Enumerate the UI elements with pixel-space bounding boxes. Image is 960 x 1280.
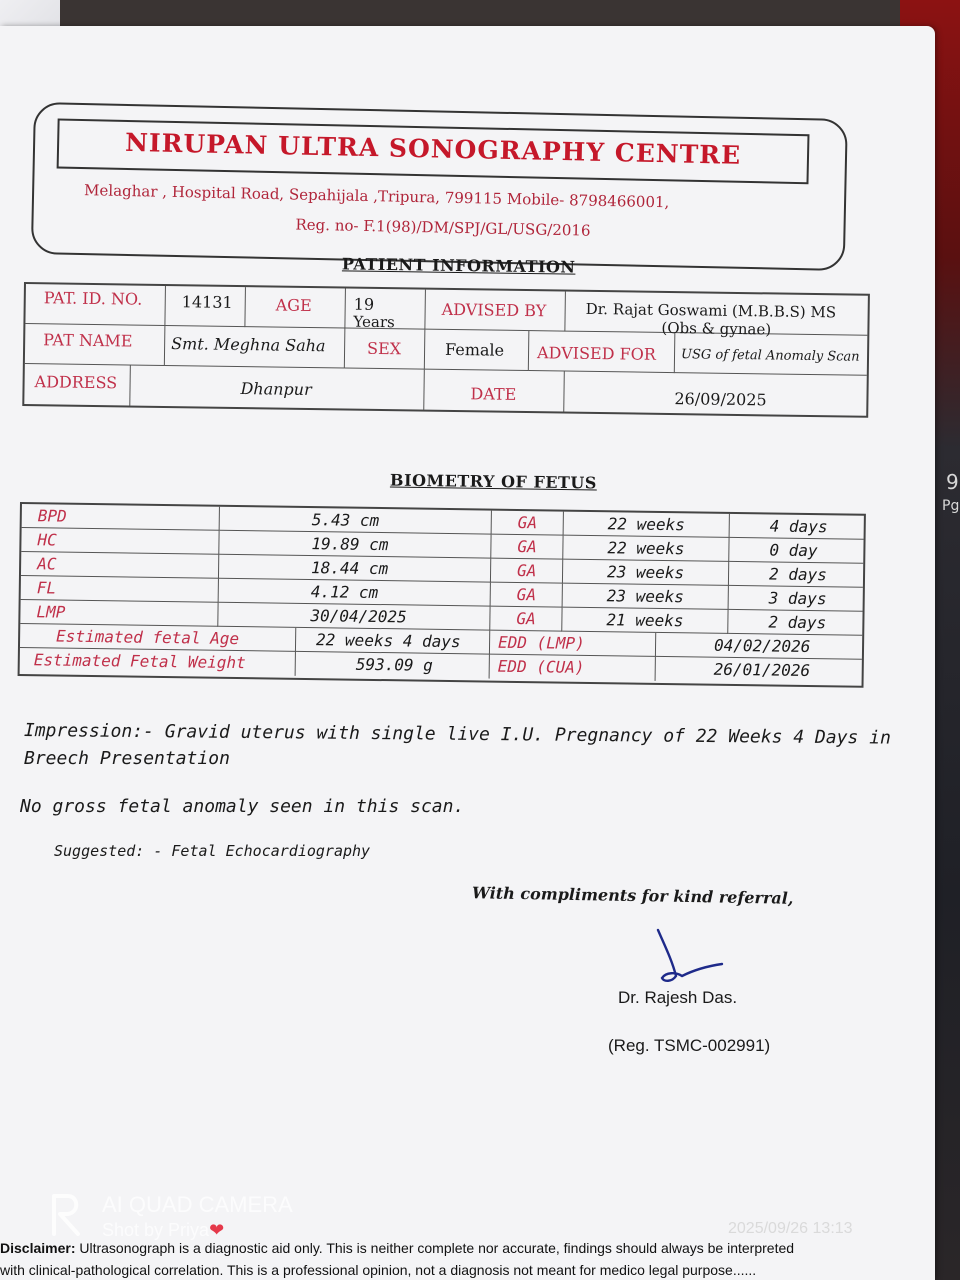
pat-id-label: PAT. ID. NO. — [43, 288, 143, 309]
estimated-fetal-age-value: 22 weeks 4 days — [315, 630, 461, 652]
sex-label: SEX — [366, 338, 402, 359]
report-paper — [0, 26, 935, 1280]
biometry-value: 18.44 cm — [310, 558, 389, 579]
impression-line-1: Impression:- Gravid uterus with single live I.U. Pregnancy of 22 Weeks 4 Days in — [23, 720, 891, 749]
advised-by-label: ADVISED BY — [441, 299, 547, 321]
disclaimer-label: Disclaimer: — [0, 1240, 76, 1256]
patient-info-table — [22, 282, 870, 418]
estimated-fetal-age-label: Estimated fetal Age — [55, 626, 240, 649]
biometry-ga-label: GA — [517, 512, 538, 533]
doctor-signature — [650, 926, 730, 990]
disclaimer-text-1: Ultrasonograph is a diagnostic aid only. This is neither complete nor accurate, findings should always be interpreted — [75, 1240, 795, 1256]
biometry-value: 30/04/2025 — [310, 606, 407, 627]
pat-name-value: Smt. Meghna Saha — [171, 334, 326, 356]
edd-lmp-label: EDD (LMP) — [497, 632, 585, 653]
biometry-param: BPD — [37, 506, 67, 526]
sex-value: Female — [444, 339, 505, 360]
address-value: Dhanpur — [240, 379, 312, 400]
side-number: 9 — [946, 470, 959, 494]
disclaimer-line-1 — [0, 1240, 794, 1256]
estimated-fetal-weight-value: 593.09 g — [355, 654, 433, 675]
heart-icon: ❤ — [209, 1220, 225, 1240]
header-frame — [31, 102, 848, 271]
edd-lmp-value: 04/02/2026 — [713, 635, 811, 657]
biometry-param: FL — [36, 578, 57, 598]
compliments-text: With compliments for kind referral, — [471, 883, 794, 908]
biometry-ga-days: 4 days — [769, 516, 828, 537]
advised-by-doctor: Dr. Rajat Goswami (M.B.B.S) MS — [585, 299, 837, 322]
centre-title: NIRUPAN ULTRA SONOGRAPHY CENTRE — [124, 127, 742, 170]
centre-registration: Reg. no- F.1(98)/DM/SPJ/GL/USG/2016 — [295, 215, 591, 240]
header-title-box — [57, 118, 810, 184]
biometry-ga-days: 0 day — [769, 540, 818, 561]
date-value: 26/09/2025 — [674, 389, 767, 410]
doctor-registration: (Reg. TSMC-002991) — [608, 1036, 771, 1055]
camera-name: AI QUAD CAMERA — [102, 1192, 293, 1217]
disclaimer-line-2: with clinical-pathological correlation. This is a professional opinion, not a diagnosis not meant for medico legal purpose...... — [0, 1262, 757, 1278]
biometry-value: 19.89 cm — [311, 534, 389, 555]
biometry-ga-label: GA — [516, 584, 537, 605]
shot-by: Shot by Priya — [102, 1220, 210, 1240]
advised-by-speciality: (Obs & gynae) — [661, 318, 772, 339]
estimated-fetal-weight-label: Estimated Fetal Weight — [33, 650, 246, 673]
suggested-note: Suggested: - Fetal Echocardiography — [54, 842, 371, 860]
biometry-ga-label: GA — [517, 536, 537, 557]
biometry-ga-days: 2 days — [768, 612, 827, 633]
biometry-ga-weeks: 23 weeks — [606, 562, 685, 583]
biometry-title: BIOMETRY OF FETUS — [389, 470, 598, 493]
age-number: 19 — [353, 294, 375, 314]
edd-cua-value: 26/01/2026 — [713, 659, 811, 681]
patient-info-title: PATIENT INFORMATION — [341, 254, 576, 277]
impression-line-2: Breech Presentation — [24, 748, 230, 769]
address-label: ADDRESS — [34, 372, 118, 393]
biometry-value: 5.43 cm — [311, 510, 380, 531]
age-label: AGE — [275, 295, 312, 316]
biometry-param: AC — [37, 554, 57, 574]
biometry-ga-days: 2 days — [768, 564, 827, 585]
advised-for-label: ADVISED FOR — [536, 343, 656, 364]
biometry-param: LMP — [36, 602, 66, 622]
biometry-table — [18, 502, 866, 688]
biometry-ga-weeks: 21 weeks — [606, 610, 684, 631]
camera-logo-icon — [48, 1190, 88, 1238]
biometry-ga-days: 3 days — [768, 588, 827, 609]
pat-name-label: PAT NAME — [43, 330, 133, 351]
edd-cua-label: EDD (CUA) — [497, 656, 585, 677]
centre-address: Melaghar , Hospital Road, Sepahijala ,Tripura, 799115 Mobile- 8798466001, — [83, 181, 670, 212]
biometry-ga-weeks: 22 weeks — [607, 514, 685, 535]
photo-timestamp: 2025/09/26 13:13 — [728, 1220, 853, 1237]
biometry-ga-label: GA — [516, 608, 536, 629]
biometry-ga-weeks: 22 weeks — [607, 538, 685, 559]
date-label: DATE — [470, 384, 517, 404]
biometry-ga-weeks: 23 weeks — [606, 586, 684, 607]
shot-by-row — [102, 1220, 224, 1241]
side-pg: Pg — [942, 498, 960, 514]
biometry-ga-label: GA — [516, 560, 537, 581]
advised-for-value: USG of fetal Anomaly Scan — [680, 347, 860, 365]
biometry-param: HC — [37, 530, 57, 550]
age-unit: Years — [353, 312, 395, 332]
biometry-value: 4.12 cm — [310, 582, 379, 603]
anomaly-statement: No gross fetal anomaly seen in this scan. — [20, 796, 465, 817]
doctor-name: Dr. Rajesh Das. — [618, 988, 738, 1007]
pat-id-value: 14131 — [181, 292, 233, 312]
